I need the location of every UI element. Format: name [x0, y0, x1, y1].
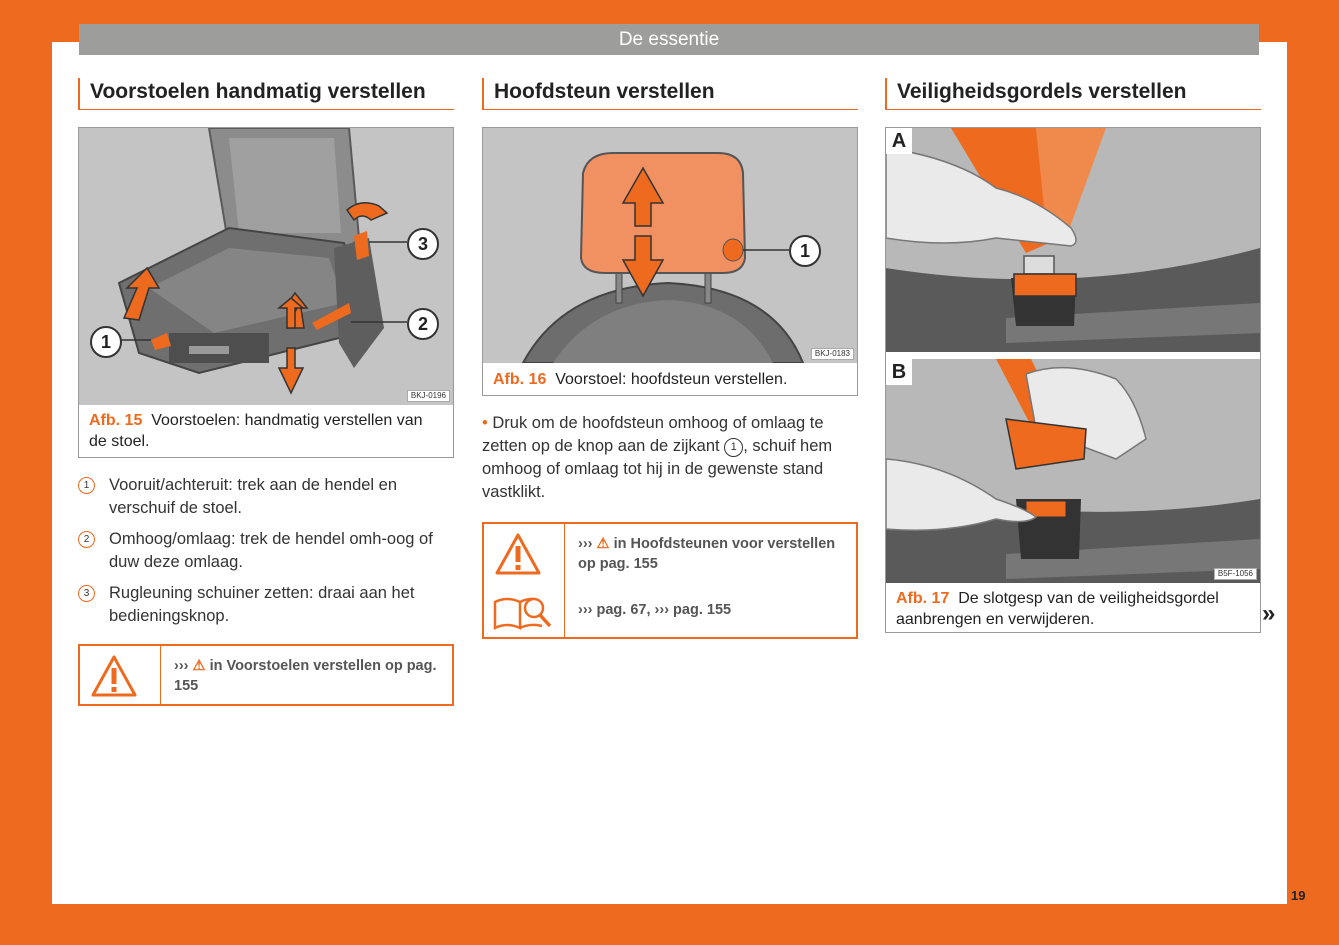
figure-16: [482, 127, 858, 396]
warning-box: [78, 644, 454, 706]
inline-warning-icon: ⚠: [596, 536, 610, 552]
list-item: [78, 528, 454, 574]
figure-caption-text: Voorstoel: hoofdsteun verstellen.: [555, 371, 788, 388]
section-title-front-seats: Voorstoelen handmatig verstellen: [78, 78, 454, 110]
seatbelt-insert-drawing: [886, 128, 1260, 352]
para-text-b: , schuif hem omhoog of omlaag tot hij in de gewenste stand vastklikt.: [482, 437, 833, 501]
para-text-a: Druk om de hoofdsteun omhoog of omlaag te zetten op de knop aan de zijkant: [482, 414, 824, 455]
item-number: 3: [78, 585, 95, 602]
warning-divider: [160, 646, 161, 704]
figure-code: B5F-1056: [1214, 568, 1257, 580]
callout-1: 1: [90, 326, 122, 358]
figure-code: BKJ-0183: [811, 348, 854, 360]
page-number: 19: [1291, 888, 1306, 903]
seatbelt-panel-a: [886, 128, 1260, 352]
inline-warning-icon: ⚠: [192, 658, 206, 674]
warning-triangle-icon: [90, 654, 138, 698]
figure-label: Afb. 17: [896, 590, 950, 607]
figure-label: Afb. 16: [493, 371, 547, 388]
figure-caption-text: Voorstoelen: handmatig verstellen van de stoel.: [89, 412, 423, 450]
figure-caption-text: De slotgesp van de veiligheidsgordel aanbrengen en verwijderen.: [896, 590, 1219, 628]
seat-adjust-drawing: [79, 128, 453, 405]
warning-link-text: in Hoofdsteunen voor verstellen op pag. 155: [578, 536, 836, 572]
warning-link-text: in Voorstoelen verstellen op pag. 155: [174, 658, 437, 694]
headrest-instructions: [482, 412, 858, 504]
item-number: 1: [78, 477, 95, 494]
figure-label: Afb. 15: [89, 412, 143, 429]
seat-illustration: [79, 128, 453, 405]
warning-divider: [564, 524, 565, 637]
warning-triangle-icon: [494, 532, 542, 576]
figure-caption: [493, 369, 848, 390]
callout-1: 1: [789, 235, 821, 267]
inline-callout: 1: [724, 438, 743, 457]
figure-15: [78, 127, 454, 458]
headrest-illustration: [483, 128, 857, 363]
warning-text[interactable]: [578, 534, 850, 574]
figure-code: BKJ-0196: [407, 390, 450, 402]
figure-17: [885, 127, 1261, 633]
warning-box: [482, 522, 858, 639]
item-number: 2: [78, 531, 95, 548]
figure-caption: [896, 588, 1251, 630]
section-title-headrest: Hoofdsteun verstellen: [482, 78, 858, 110]
link-arrows: ›››: [578, 536, 593, 552]
panel-label-b: B: [886, 359, 912, 385]
seatbelt-release-drawing: [886, 359, 1260, 583]
seatbelt-panel-b: [886, 359, 1260, 583]
item-text: Vooruit/achteruit: trek aan de hendel en verschuif de stoel.: [109, 476, 398, 517]
callout-2: 2: [407, 308, 439, 340]
section-header-bar: De essentie: [79, 24, 1259, 55]
link-arrows: ›››: [174, 658, 189, 674]
callout-3: 3: [407, 228, 439, 260]
adjustment-list: [78, 474, 454, 636]
warning-text[interactable]: [174, 656, 444, 696]
figure-caption: [89, 410, 444, 452]
item-text: Omhoog/omlaag: trek de hendel omh-oog of duw deze omlaag.: [109, 530, 433, 571]
book-magnifier-icon: [492, 592, 554, 632]
page: [52, 24, 1287, 904]
panel-label-a: A: [886, 128, 912, 154]
list-item: [78, 582, 454, 628]
list-item: [78, 474, 454, 520]
section-title-seatbelts: Veiligheidsgordels verstellen: [885, 78, 1261, 110]
continue-mark: »: [1262, 600, 1276, 627]
page-references[interactable]: ››› pag. 67, ››› pag. 155: [578, 602, 732, 618]
bullet: •: [482, 414, 488, 432]
item-text: Rugleuning schuiner zetten: draai aan het bedieningsknop.: [109, 584, 415, 625]
